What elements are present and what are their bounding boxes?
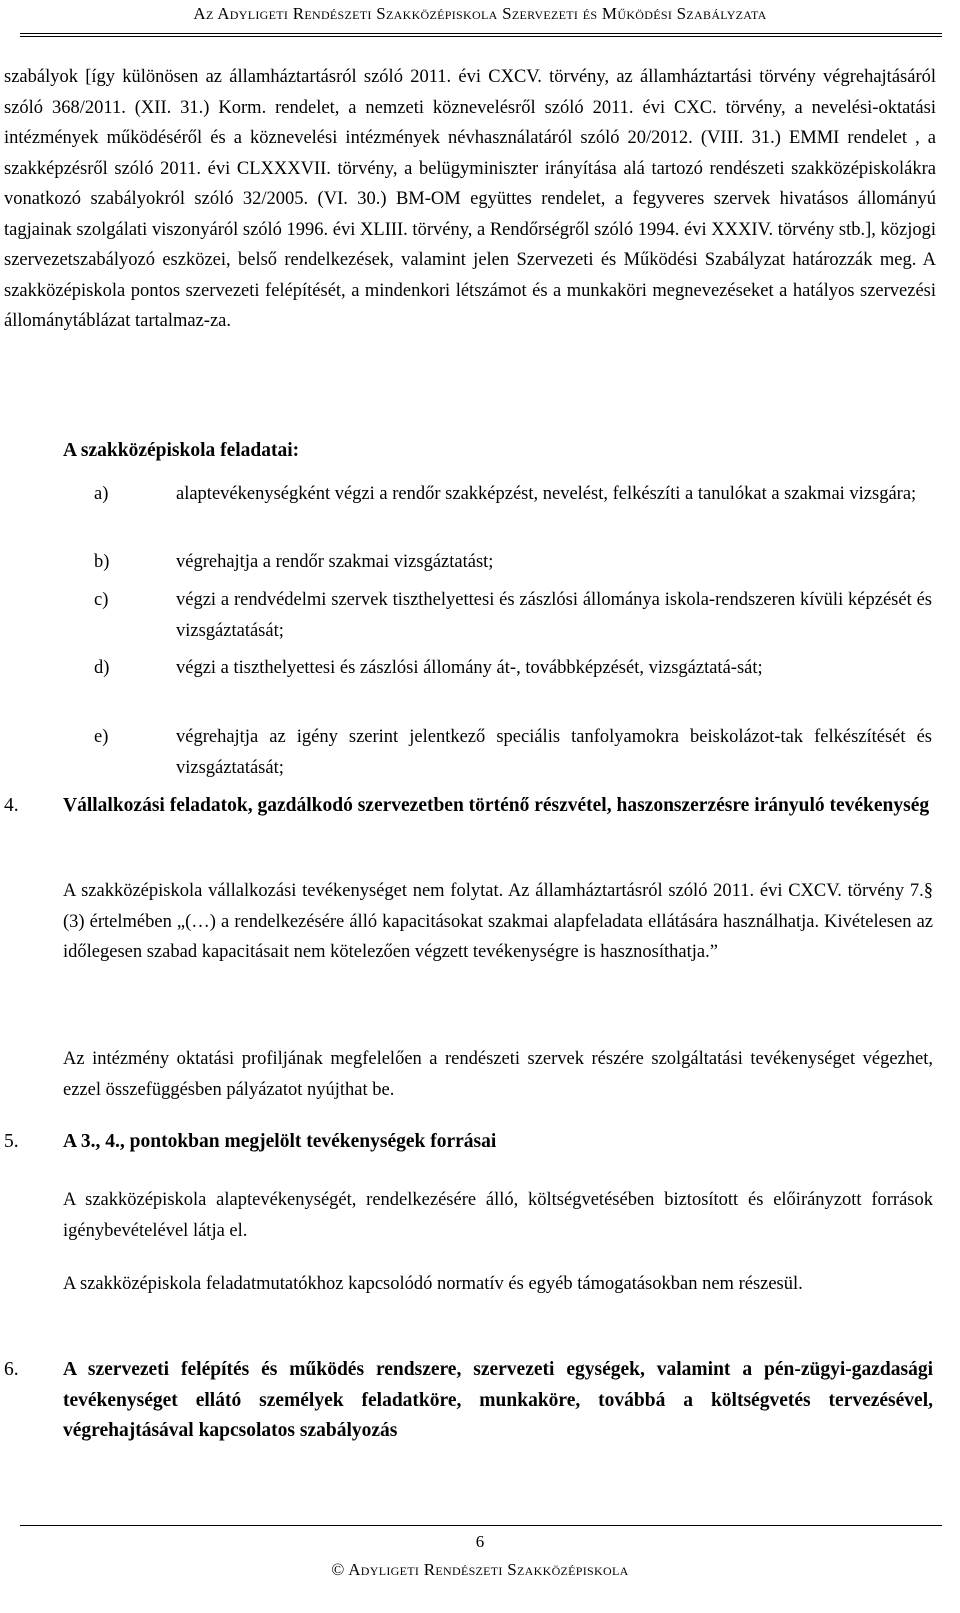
section-4-paragraph-2: Az intézmény oktatási profiljának megfelelően a rendészeti szervek részére szolgáltatási tevékenységet végezhet, ezzel összefüggésben pályázatot nyújthat be. bbox=[63, 1049, 933, 1100]
header-rule-bottom bbox=[20, 36, 942, 37]
footer-copyright bbox=[0, 1558, 960, 1582]
header-title: Az Adyligeti Rendészeti Szakközépiskola Szervezeti és Működési Szabályzata bbox=[193, 4, 767, 23]
task-text: végrehajtja a rendőr szakmai vizsgáztatást; bbox=[176, 552, 494, 572]
section-6-number: 6. bbox=[4, 1359, 19, 1380]
intro-paragraph: szabályok [így különösen az államháztartásról szóló 2011. évi CXCV. törvény, az államháztartási törvény végrehajtásáról szóló 368/2011. (XII. 31.) Korm. rendelet, a nemzeti köznevelésről szóló 2011. évi CXC. törvény, a nevelési-oktatási intézmények működéséről és a köznevelési intézmények névhasználatáról szóló 20/2012. (VIII. 31.) EMMI rendelet , a szakképzésről szóló 2011. évi CLXXXVII. törvény, a belügyminiszter irányítása alá tartozó rendészeti szakközépiskolákra vonatkozó szabályokról szóló 32/2005. (VI. 30.) BM-OM együttes rendelet, a fegyveres szervek hivatásos állományú tagjainak szolgálati viszonyáról szóló 1996. évi XLIII. törvény, a Rendőrségről szóló 1994. évi XXXIV. törvény stb.], közjogi szervezetszabályozó eszközei, belső rendelkezések, valamint jelen Szervezeti és Működési Szabályzat határozzák meg. A szakközépiskola pontos szervezeti felépítését, a mindenkori létszámot és a munkaköri megnevezéseket a hatályos szervezési állománytáblázat tartalmaz-za. bbox=[4, 67, 936, 331]
task-letter: a) bbox=[94, 484, 109, 504]
section-4-title: Vállalkozási feladatok, gazdálkodó szervezetben történő részvétel, haszonszerzésre irányuló tevékenység bbox=[63, 795, 930, 816]
task-text: végrehajtja az igény szerint jelentkező speciális tanfolyamokra beiskolázot-tak felkészítését és vizsgáztatását; bbox=[176, 727, 932, 778]
tasks-heading: A szakközépiskola feladatai: bbox=[63, 440, 300, 461]
section-6-title: A szervezeti felépítés és működés rendszere, szervezeti egységek, valamint a pén-zügyi-gazdasági tevékenységet ellátó személyek feladatköre, munkaköre, továbbá a költségvetés tervezésével, végrehajtásával kapcsolatos szabályozás bbox=[63, 1359, 933, 1441]
header-rule-top bbox=[20, 33, 942, 34]
footer-copyright-text: © Adyligeti Rendészeti Szakközépiskola bbox=[331, 1560, 629, 1579]
task-letter: e) bbox=[94, 727, 109, 747]
document-header bbox=[0, 0, 960, 32]
task-letter: d) bbox=[94, 658, 110, 678]
task-letter: c) bbox=[94, 590, 109, 610]
section-4-paragraph-1: A szakközépiskola vállalkozási tevékenységet nem folytat. Az államháztartásról szóló 2011. évi CXCV. törvény 7.§ (3) értelmében „(…) a rendelkezésére álló kapacitásokat szakmai alapfeladata ellátására használhatja. Kivételesen az időlegesen szabad kapacitásait nem kötelezően végzett tevékenységre is hasznosíthatja.” bbox=[63, 881, 933, 962]
task-text: végzi a rendvédelmi szervek tiszthelyettesi és zászlósi állománya iskola-rendszeren kívüli képzését és vizsgáztatását; bbox=[176, 590, 932, 641]
footer-rule bbox=[20, 1525, 942, 1526]
section-5-paragraph-2: A szakközépiskola feladatmutatókhoz kapcsolódó normatív és egyéb támogatásokban nem részesül. bbox=[63, 1274, 803, 1294]
task-text: végzi a tiszthelyettesi és zászlósi állomány át-, továbbképzését, vizsgáztatá-sát; bbox=[176, 658, 763, 678]
task-text: alaptevékenységként végzi a rendőr szakképzést, nevelést, felkészíti a tanulókat a szakmai vizsgára; bbox=[176, 484, 917, 504]
section-5-title: A 3., 4., pontokban megjelölt tevékenységek forrásai bbox=[63, 1131, 497, 1152]
task-letter: b) bbox=[94, 552, 110, 572]
page-number: 6 bbox=[475, 1532, 485, 1551]
section-5-number: 5. bbox=[4, 1131, 19, 1152]
section-5-paragraph-1: A szakközépiskola alaptevékenységét, rendelkezésére álló, költségvetésében biztosított és előirányzott források igénybevételével látja el. bbox=[63, 1190, 933, 1241]
section-4-number: 4. bbox=[4, 795, 19, 816]
